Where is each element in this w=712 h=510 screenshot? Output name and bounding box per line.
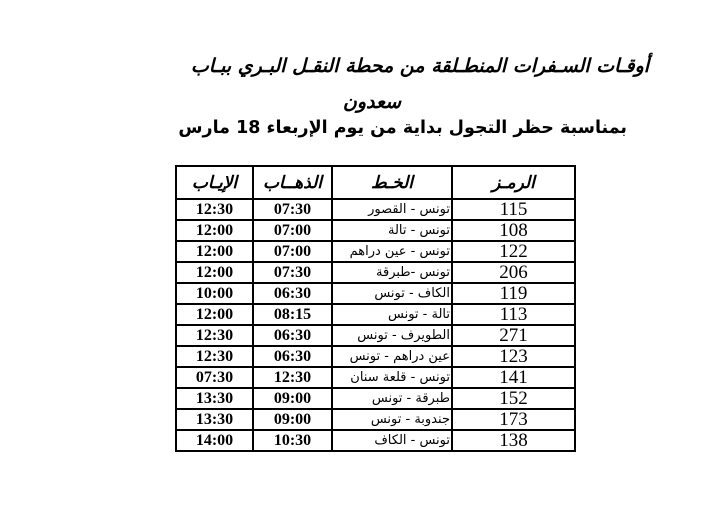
route-cell: الطويرف - تونس xyxy=(332,325,452,346)
departure-time-cell: 07:30 xyxy=(253,199,332,220)
code-cell: 271 xyxy=(452,325,575,346)
route-cell: تونس - الكاف xyxy=(332,430,452,451)
table-row xyxy=(176,304,575,325)
table-row xyxy=(176,199,575,220)
code-cell: 122 xyxy=(452,241,575,262)
return-time-cell: 13:30 xyxy=(176,388,253,409)
route-cell: تونس - عين دراهم xyxy=(332,241,452,262)
table-row xyxy=(176,388,575,409)
table-row xyxy=(176,430,575,451)
return-time-cell: 12:00 xyxy=(176,220,253,241)
table-header-row xyxy=(176,166,575,199)
code-cell: 108 xyxy=(452,220,575,241)
route-cell: طبرقة - تونس xyxy=(332,388,452,409)
table-row xyxy=(176,220,575,241)
code-cell: 138 xyxy=(452,430,575,451)
departure-time-cell: 07:30 xyxy=(253,262,332,283)
code-cell: 113 xyxy=(452,304,575,325)
departure-time-cell: 06:30 xyxy=(253,325,332,346)
departure-time-cell: 07:00 xyxy=(253,241,332,262)
route-cell: تونس - القصور xyxy=(332,199,452,220)
table-row xyxy=(176,367,575,388)
code-cell: 152 xyxy=(452,388,575,409)
table-row xyxy=(176,409,575,430)
column-header-return: الإيـاب xyxy=(176,166,253,199)
return-time-cell: 12:00 xyxy=(176,262,253,283)
route-cell: الكاف - تونس xyxy=(332,283,452,304)
return-time-cell: 14:00 xyxy=(176,430,253,451)
code-cell: 173 xyxy=(452,409,575,430)
departure-time-cell: 06:30 xyxy=(253,346,332,367)
return-time-cell: 12:30 xyxy=(176,199,253,220)
departure-schedule-table xyxy=(175,165,576,452)
departure-time-cell: 12:30 xyxy=(253,367,332,388)
return-time-cell: 12:00 xyxy=(176,241,253,262)
table-row xyxy=(176,325,575,346)
table-row xyxy=(176,241,575,262)
route-cell: تونس - تالة xyxy=(332,220,452,241)
departure-time-cell: 09:00 xyxy=(253,409,332,430)
page-title-line-2: سعدون xyxy=(342,91,402,113)
code-cell: 206 xyxy=(452,262,575,283)
column-header-route: الخـط xyxy=(332,166,452,199)
departure-time-cell: 08:15 xyxy=(253,304,332,325)
table-row xyxy=(176,262,575,283)
table-row xyxy=(176,283,575,304)
return-time-cell: 12:00 xyxy=(176,304,253,325)
column-header-code: الرمـز xyxy=(452,166,575,199)
page-title-line-1: أوقـات السـفرات المنطـلقة من محطة النقـل البـري ببـاب xyxy=(190,55,650,77)
return-time-cell: 10:00 xyxy=(176,283,253,304)
column-header-departure: الذهــاب xyxy=(253,166,332,199)
departure-time-cell: 09:00 xyxy=(253,388,332,409)
return-time-cell: 13:30 xyxy=(176,409,253,430)
code-cell: 123 xyxy=(452,346,575,367)
return-time-cell: 07:30 xyxy=(176,367,253,388)
route-cell: تالة - تونس xyxy=(332,304,452,325)
schedule-table-body xyxy=(176,199,575,451)
departure-time-cell: 07:00 xyxy=(253,220,332,241)
table-row xyxy=(176,346,575,367)
page-subtitle: بمناسبة حظر التجول بداية من يوم الإربعاء 18 مارس xyxy=(178,118,627,138)
code-cell: 141 xyxy=(452,367,575,388)
return-time-cell: 12:30 xyxy=(176,325,253,346)
departure-time-cell: 10:30 xyxy=(253,430,332,451)
code-cell: 115 xyxy=(452,199,575,220)
route-cell: تونس - قلعة سنان xyxy=(332,367,452,388)
code-cell: 119 xyxy=(452,283,575,304)
route-cell: تونس -طبرقة xyxy=(332,262,452,283)
route-cell: عين دراهم - تونس xyxy=(332,346,452,367)
return-time-cell: 12:30 xyxy=(176,346,253,367)
departure-time-cell: 06:30 xyxy=(253,283,332,304)
route-cell: جندوبة - تونس xyxy=(332,409,452,430)
